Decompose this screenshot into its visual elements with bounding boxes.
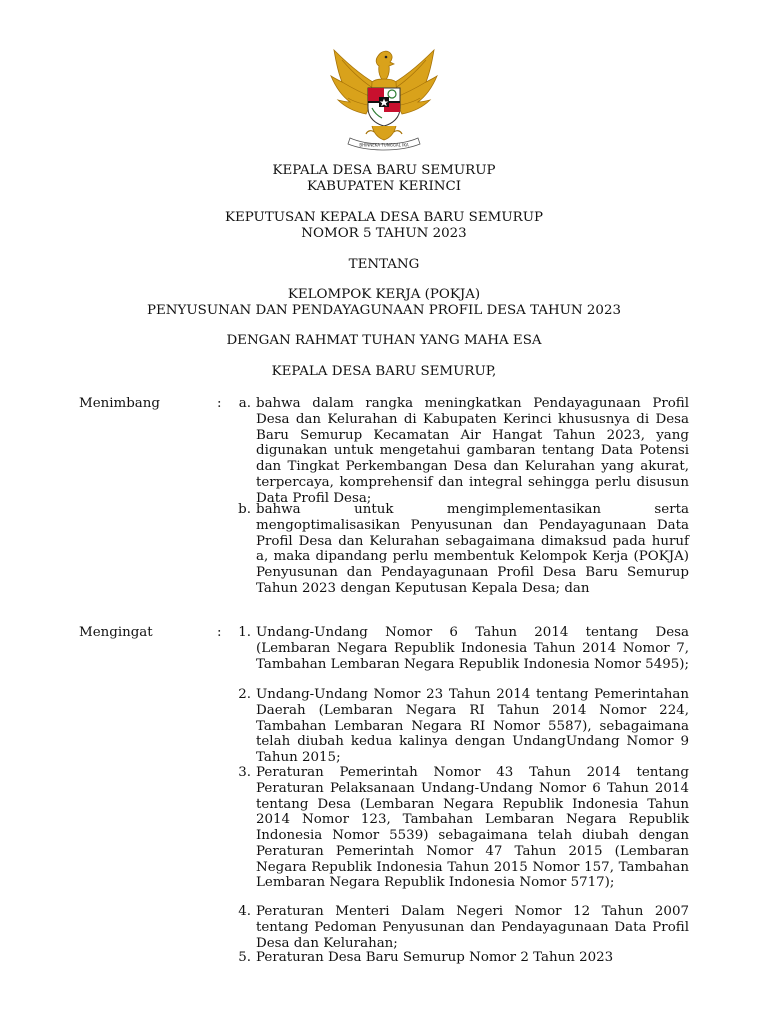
menimbang-colon: : (217, 396, 222, 411)
invocation: DENGAN RAHMAT TUHAN YANG MAHA ESA (226, 333, 542, 348)
item-text: Undang-Undang Nomor 23 Tahun 2014 tentang Pemerintahan Daerah (Lembaran Negara RI Tahun 2014 Nomor 224, Tambahan Lembaran Negara RI Nomor 5587), sebagaimana telah diubah kedua kalinya dengan UndangUndang Nomor 9 Tahun 2015; (256, 687, 689, 765)
mengingat-item-3 (227, 765, 689, 891)
mengingat-item-1 (227, 625, 689, 672)
mengingat-label: Mengingat (79, 625, 153, 640)
mengingat-item-2 (227, 687, 689, 766)
subject-line-1: KELOMPOK KERJA (POKJA) (287, 287, 481, 302)
mengingat-item-5 (227, 950, 689, 966)
subject-line-2: PENYUSUNAN DAN PENDAYAGUNAAN PROFIL DESA TAHUN 2023 (147, 303, 621, 318)
item-text: Peraturan Menteri Dalam Negeri Nomor 12 Tahun 2007 tentang Pedoman Penyusunan dan Pendayagunaan Data Profil Desa dan Kelurahan; (256, 904, 689, 951)
item-marker: 3. (238, 765, 251, 780)
item-marker: 1. (238, 625, 251, 640)
item-text: Undang-Undang Nomor 6 Tahun 2014 tentang Desa (Lembaran Negara Republik Indonesia Tahun 2014 Nomor 7, Tambahan Lembaran Negara Republik Indonesia Nomor 5495); (256, 625, 689, 672)
mengingat-colon: : (217, 625, 222, 640)
item-marker: b. (238, 502, 251, 517)
decree-title: KEPUTUSAN KEPALA DESA BARU SEMURUP (225, 210, 543, 225)
tentang-heading: TENTANG (348, 257, 420, 272)
emblem-motto: BHINNEKA TUNGGAL IKA (359, 142, 409, 148)
item-text: bahwa dalam rangka meningkatkan Pendayagunaan Profil Desa dan Kelurahan di Kabupaten Kerinci khususnya di Desa Baru Semurup Kecamatan Air Hangat Tahun 2023, yang digunakan untuk mengetahui gambaran tentang Data Potensi dan Tingkat Perkembangan Desa dan Kelurahan yang akurat, terpercaya, komprehensif dan integral sehingga perlu disusun Data Profil Desa; (256, 396, 689, 506)
menimbang-item-b (227, 502, 689, 597)
issuer-title: KEPALA DESA BARU SEMURUP (272, 163, 496, 178)
garuda-pancasila-emblem-icon (328, 46, 440, 154)
item-marker: 5. (238, 950, 251, 965)
decree-number: NOMOR 5 TAHUN 2023 (301, 226, 467, 241)
signatory-heading: KEPALA DESA BARU SEMURUP, (271, 364, 497, 379)
menimbang-label: Menimbang (79, 396, 160, 411)
item-text: bahwa untuk mengimplementasikan serta mengoptimalisasikan Penyusunan dan Pendayagunaan Data Profil Desa dan Kelurahan sebagaimana dimaksud pada huruf a, maka dipandang perlu membentuk Kelompok Kerja (POKJA) Penyusunan dan Pendayagunaan Profil Desa Baru Semurup Tahun 2023 dengan Keputusan Kepala Desa; dan (256, 502, 689, 596)
item-text: Peraturan Pemerintah Nomor 43 Tahun 2014 tentang Peraturan Pelaksanaan Undang-Undang Nomor 6 Tahun 2014 tentang Desa (Lembaran Negara Republik Indonesia Tahun 2014 Nomor 123, Tambahan Lembaran Negara Republik Indonesia Nomor 5539) sebagaimana telah diubah dengan Peraturan Pemerintah Nomor 47 Tahun 2015 (Lembaran Negara Republik Indonesia Tahun 2015 Nomor 157, Tambahan Lembaran Negara Republik Indonesia Nomor 5717); (256, 765, 689, 891)
item-marker: 4. (238, 904, 251, 919)
menimbang-item-a (227, 396, 689, 506)
issuer-region: KABUPATEN KERINCI (306, 179, 462, 194)
mengingat-item-4 (227, 904, 689, 951)
item-marker: 2. (238, 687, 251, 702)
item-text: Peraturan Desa Baru Semurup Nomor 2 Tahun 2023 (256, 950, 614, 965)
item-marker: a. (238, 396, 251, 411)
